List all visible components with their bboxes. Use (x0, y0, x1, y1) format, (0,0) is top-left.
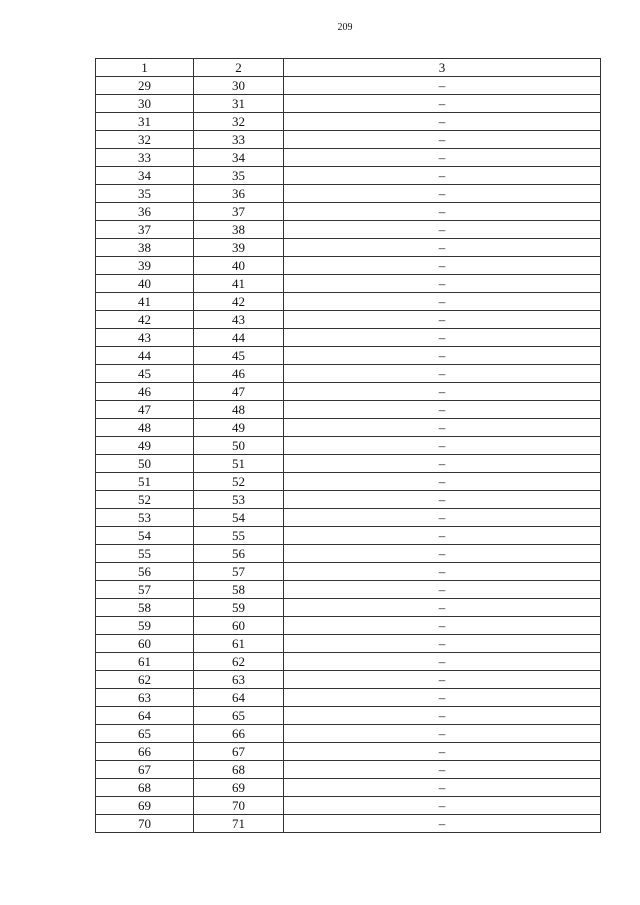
table-cell-col3: – (284, 653, 601, 671)
table-cell-col3: – (284, 815, 601, 833)
table-row (96, 743, 601, 761)
column-header-2: 2 (194, 59, 284, 77)
table-cell-col2: 62 (194, 653, 284, 671)
table-cell-col1: 44 (96, 347, 194, 365)
table-cell-col3: – (284, 221, 601, 239)
table-row (96, 725, 601, 743)
table-cell-col1: 68 (96, 779, 194, 797)
table-cell-col3: – (284, 725, 601, 743)
table-cell-col3: – (284, 491, 601, 509)
table-cell-col3: – (284, 131, 601, 149)
table-cell-col2: 33 (194, 131, 284, 149)
table-cell-col2: 48 (194, 401, 284, 419)
table-cell-col2: 39 (194, 239, 284, 257)
table-row (96, 365, 601, 383)
table-cell-col1: 54 (96, 527, 194, 545)
table-row (96, 257, 601, 275)
table-row (96, 707, 601, 725)
table-cell-col2: 43 (194, 311, 284, 329)
table-cell-col2: 58 (194, 581, 284, 599)
table-cell-col2: 56 (194, 545, 284, 563)
table-cell-col3: – (284, 275, 601, 293)
table-cell-col2: 66 (194, 725, 284, 743)
table-cell-col2: 44 (194, 329, 284, 347)
table-row (96, 815, 601, 833)
table-cell-col1: 30 (96, 95, 194, 113)
table-cell-col1: 29 (96, 77, 194, 95)
table-cell-col3: – (284, 185, 601, 203)
table-cell-col2: 57 (194, 563, 284, 581)
table-cell-col2: 68 (194, 761, 284, 779)
table-row (96, 689, 601, 707)
table-cell-col2: 70 (194, 797, 284, 815)
table-row (96, 473, 601, 491)
table-row (96, 509, 601, 527)
table-cell-col3: – (284, 509, 601, 527)
table-cell-col3: – (284, 743, 601, 761)
table-row (96, 653, 601, 671)
table-row (96, 635, 601, 653)
table-row (96, 779, 601, 797)
table-cell-col3: – (284, 545, 601, 563)
table-cell-col3: – (284, 779, 601, 797)
table-cell-col3: – (284, 761, 601, 779)
table-cell-col3: – (284, 311, 601, 329)
table-cell-col1: 41 (96, 293, 194, 311)
table-cell-col1: 33 (96, 149, 194, 167)
table-cell-col2: 51 (194, 455, 284, 473)
table-cell-col1: 60 (96, 635, 194, 653)
table-cell-col2: 67 (194, 743, 284, 761)
table-cell-col2: 31 (194, 95, 284, 113)
table-row (96, 455, 601, 473)
table-row (96, 149, 601, 167)
table-cell-col1: 38 (96, 239, 194, 257)
table-cell-col1: 67 (96, 761, 194, 779)
table-cell-col1: 70 (96, 815, 194, 833)
table-cell-col1: 53 (96, 509, 194, 527)
table-cell-col2: 59 (194, 599, 284, 617)
table-cell-col2: 61 (194, 635, 284, 653)
table-row (96, 401, 601, 419)
table-cell-col1: 39 (96, 257, 194, 275)
table-row (96, 563, 601, 581)
table-cell-col3: – (284, 617, 601, 635)
table-cell-col3: – (284, 77, 601, 95)
table-cell-col2: 60 (194, 617, 284, 635)
table-cell-col3: – (284, 707, 601, 725)
table-row (96, 77, 601, 95)
table-cell-col1: 62 (96, 671, 194, 689)
table-row (96, 383, 601, 401)
table-cell-col3: – (284, 671, 601, 689)
table-cell-col1: 51 (96, 473, 194, 491)
table-cell-col1: 50 (96, 455, 194, 473)
table-cell-col1: 65 (96, 725, 194, 743)
table-cell-col2: 63 (194, 671, 284, 689)
table-cell-col1: 63 (96, 689, 194, 707)
table-row (96, 329, 601, 347)
table-row (96, 671, 601, 689)
table-cell-col2: 54 (194, 509, 284, 527)
table-row (96, 545, 601, 563)
table-cell-col2: 53 (194, 491, 284, 509)
table-cell-col1: 56 (96, 563, 194, 581)
table-row (96, 131, 601, 149)
table-cell-col1: 59 (96, 617, 194, 635)
table-cell-col3: – (284, 797, 601, 815)
table-body (96, 77, 601, 833)
table-cell-col3: – (284, 95, 601, 113)
table-cell-col2: 40 (194, 257, 284, 275)
table-row (96, 239, 601, 257)
table-cell-col2: 46 (194, 365, 284, 383)
table-cell-col3: – (284, 257, 601, 275)
table-cell-col1: 58 (96, 599, 194, 617)
table-cell-col1: 61 (96, 653, 194, 671)
table-cell-col3: – (284, 581, 601, 599)
table-cell-col3: – (284, 347, 601, 365)
table-cell-col3: – (284, 167, 601, 185)
table-cell-col1: 40 (96, 275, 194, 293)
table-cell-col1: 49 (96, 437, 194, 455)
table-cell-col1: 31 (96, 113, 194, 131)
table-row (96, 113, 601, 131)
table-cell-col1: 34 (96, 167, 194, 185)
column-header-1: 1 (96, 59, 194, 77)
table-cell-col2: 34 (194, 149, 284, 167)
table-header-row (96, 59, 601, 77)
table-cell-col1: 46 (96, 383, 194, 401)
table-cell-col3: – (284, 689, 601, 707)
table-cell-col1: 43 (96, 329, 194, 347)
page-number: 209 (337, 22, 353, 33)
table-cell-col2: 32 (194, 113, 284, 131)
table-cell-col3: – (284, 329, 601, 347)
table-cell-col2: 30 (194, 77, 284, 95)
table-cell-col1: 69 (96, 797, 194, 815)
table-row (96, 311, 601, 329)
table-row (96, 617, 601, 635)
table-cell-col1: 45 (96, 365, 194, 383)
table-row (96, 275, 601, 293)
table-row (96, 293, 601, 311)
table-cell-col2: 45 (194, 347, 284, 365)
table-row (96, 761, 601, 779)
table-cell-col2: 71 (194, 815, 284, 833)
table-row (96, 167, 601, 185)
table-cell-col2: 64 (194, 689, 284, 707)
table-cell-col3: – (284, 563, 601, 581)
table-cell-col2: 42 (194, 293, 284, 311)
table-cell-col2: 47 (194, 383, 284, 401)
table-row (96, 491, 601, 509)
table-cell-col3: – (284, 401, 601, 419)
table-cell-col2: 55 (194, 527, 284, 545)
table-row (96, 203, 601, 221)
table-cell-col2: 50 (194, 437, 284, 455)
table-cell-col3: – (284, 599, 601, 617)
table-cell-col2: 52 (194, 473, 284, 491)
table-cell-col1: 52 (96, 491, 194, 509)
table-cell-col3: – (284, 419, 601, 437)
table-cell-col3: – (284, 455, 601, 473)
table-cell-col3: – (284, 473, 601, 491)
table-cell-col3: – (284, 113, 601, 131)
table-cell-col2: 38 (194, 221, 284, 239)
table-row (96, 797, 601, 815)
table-cell-col3: – (284, 365, 601, 383)
table-cell-col1: 35 (96, 185, 194, 203)
table-cell-col1: 48 (96, 419, 194, 437)
table-cell-col3: – (284, 383, 601, 401)
table-row (96, 221, 601, 239)
table-cell-col2: 36 (194, 185, 284, 203)
table-cell-col3: – (284, 149, 601, 167)
table-cell-col2: 69 (194, 779, 284, 797)
table-cell-col1: 64 (96, 707, 194, 725)
table-cell-col1: 42 (96, 311, 194, 329)
table-row (96, 581, 601, 599)
table-row (96, 185, 601, 203)
table-cell-col2: 41 (194, 275, 284, 293)
table-cell-col1: 66 (96, 743, 194, 761)
table-row (96, 419, 601, 437)
table-cell-col3: – (284, 527, 601, 545)
table-row (96, 95, 601, 113)
table-row (96, 437, 601, 455)
table-cell-col2: 35 (194, 167, 284, 185)
table-row (96, 527, 601, 545)
table-cell-col3: – (284, 293, 601, 311)
table-row (96, 599, 601, 617)
table-cell-col2: 65 (194, 707, 284, 725)
table-cell-col3: – (284, 203, 601, 221)
table-cell-col1: 32 (96, 131, 194, 149)
table-cell-col1: 55 (96, 545, 194, 563)
table-row (96, 347, 601, 365)
table-cell-col1: 47 (96, 401, 194, 419)
table-cell-col1: 57 (96, 581, 194, 599)
table-cell-col3: – (284, 239, 601, 257)
column-header-3: 3 (284, 59, 601, 77)
table-cell-col3: – (284, 437, 601, 455)
table-cell-col1: 36 (96, 203, 194, 221)
table-cell-col3: – (284, 635, 601, 653)
table-cell-col2: 49 (194, 419, 284, 437)
table-cell-col2: 37 (194, 203, 284, 221)
table-cell-col1: 37 (96, 221, 194, 239)
data-table (95, 58, 601, 833)
